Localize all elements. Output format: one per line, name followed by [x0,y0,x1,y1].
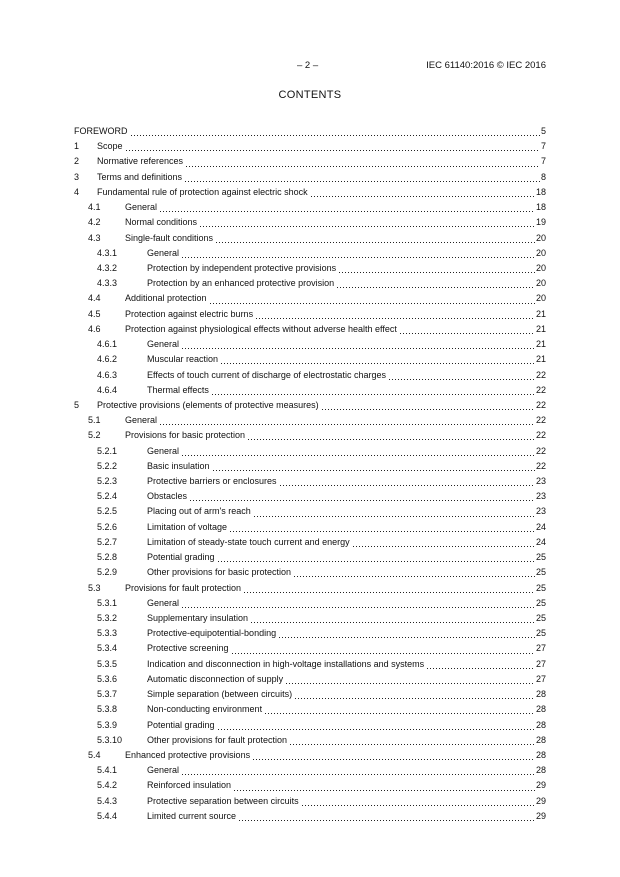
toc-entry-title: Additional protection [125,293,207,304]
toc-entry-page: 28 [535,749,546,760]
toc-entry-number: 4.1 [88,202,101,213]
toc-entry-page: 20 [535,278,546,289]
toc-entry-page: 25 [535,597,546,608]
dot-leader [252,748,535,763]
dot-leader [217,718,535,733]
toc-entry-title: Protection against electric burns [125,308,254,319]
dot-leader [181,763,535,778]
toc-entry-title: General [125,202,158,213]
toc-entry-title: Single-fault conditions [125,232,214,243]
toc-entry-title: Limited current source [147,810,237,821]
dot-leader [181,596,535,611]
toc-entry-page: 24 [535,536,546,547]
toc-entry[interactable] [74,596,546,611]
dot-leader [181,444,535,459]
toc-entry[interactable] [74,794,546,809]
dot-leader [253,505,535,520]
dot-leader [294,687,535,702]
toc-entry-number: 5.3.2 [97,613,118,623]
toc-entry-page: 21 [535,354,546,365]
toc-entry-number: 5.3.9 [97,719,118,730]
toc-entry-number: 5.2.5 [97,506,118,517]
toc-entry[interactable] [74,200,546,215]
toc-entry-number: 4.2 [88,217,101,228]
toc-entry[interactable] [74,291,546,306]
toc-entry-number: 4.3.2 [97,262,118,273]
toc-entry-title: Muscular reaction [147,354,219,365]
toc-entry-page: 19 [535,217,546,228]
toc-entry-title: General [147,339,180,350]
toc-entry-page: 28 [535,719,546,730]
toc-entry-title: Automatic disconnection of supply [147,673,284,684]
toc-entry-number: 5.3.7 [97,689,118,700]
toc-entry[interactable] [74,489,546,504]
dot-leader [189,489,535,504]
toc-entry-title: Placing out of arm's reach [147,506,251,517]
toc-entry[interactable] [74,626,546,641]
toc-entry-page: 29 [535,780,546,791]
page-number: – 2 – [297,60,319,71]
dot-leader [293,565,535,580]
dot-leader [310,185,535,200]
toc-entry[interactable] [74,763,546,778]
toc-entry-page: 22 [535,369,546,380]
toc-entry-title: Non-conducting environment [147,704,263,715]
toc-entry-page: 27 [535,658,546,669]
toc-entry-title: Protective barriers or enclosures [147,476,277,487]
toc-entry-number: 5.2.9 [97,567,118,578]
toc-entry-title: Protective separation between circuits [147,795,299,806]
toc-entry-title: Obstacles [147,491,188,502]
toc-entry-title: Normative references [97,156,184,167]
toc-entry-number: 5.4.2 [97,780,118,791]
toc-entry-page: 28 [535,689,546,700]
toc-entry-title: Terms and definitions [97,171,183,182]
dot-leader [338,261,535,276]
dot-leader [217,550,535,565]
toc-entry-title: Protection against physiological effects without adverse health effect [125,323,397,334]
toc-entry[interactable] [74,398,546,413]
toc-entry-page: 25 [535,613,546,623]
toc-entry-title: Protection by independent protective provisions [147,262,337,273]
toc-entry-title: Potential grading [147,552,215,563]
dot-leader [426,657,535,672]
dot-leader [185,155,540,170]
toc-entry[interactable] [74,611,546,626]
toc-entry-page: 18 [535,202,546,213]
toc-entry[interactable] [74,474,546,489]
toc-entry-page: 28 [535,765,546,776]
toc-entry-number: 5.2.8 [97,552,118,563]
toc-entry-page: 22 [535,384,546,395]
toc-entry-title: Fundamental rule of protection against electric shock [97,186,308,197]
toc-entry-title: Protective-equipotential-bonding [147,628,277,639]
toc-entry-page: 21 [535,323,546,334]
toc-entry-title: Enhanced protective provisions [125,749,251,760]
toc-entry[interactable] [74,657,546,672]
toc-entry-title: Protection by an enhanced protective provision [147,278,335,289]
toc-entry[interactable] [74,413,546,428]
toc-entry-title: General [147,445,180,456]
toc-entry-page: 27 [535,643,546,654]
toc-entry[interactable] [74,139,546,154]
dot-leader [233,779,535,794]
toc-entry[interactable] [74,185,546,200]
toc-entry-page: 20 [535,293,546,304]
toc-entry[interactable] [74,504,546,519]
dot-leader [125,139,540,154]
toc-entry[interactable] [74,550,546,565]
dot-leader [321,398,535,413]
toc-entry-number: 5.2.6 [97,521,118,532]
toc-entry-title: Potential grading [147,719,215,730]
toc-entry-page: 20 [535,232,546,243]
dot-leader [279,474,535,489]
document-reference: IEC 61140:2016 © IEC 2016 [426,60,546,71]
toc-entry-number: 5.1 [88,415,101,426]
toc-entry-number: 5.3.5 [97,658,118,669]
toc-entry-title: Limitation of steady-state touch current and energy [147,536,350,547]
toc-entry[interactable] [74,641,546,656]
toc-entry-page: 7 [540,156,546,167]
toc-entry-number: 4.6.4 [97,384,118,395]
toc-entry-number: 2 [74,156,80,167]
dot-leader [247,428,535,443]
toc-entry-title: General [125,415,158,426]
toc-entry-title: Indication and disconnection in high-voltage installations and systems [147,658,425,669]
dot-leader [264,702,535,717]
dot-leader [211,383,535,398]
toc-entry[interactable] [74,581,546,596]
toc-entry-title: Other provisions for fault protection [147,734,288,745]
toc-entry-number: 4 [74,186,80,197]
toc-entry-page: 25 [535,567,546,578]
toc-entry[interactable] [74,215,546,230]
toc-entry-title: Provisions for fault protection [125,582,242,593]
dot-leader [220,352,535,367]
toc-entry[interactable] [74,261,546,276]
toc-entry[interactable] [74,337,546,352]
toc-entry-page: 25 [535,582,546,593]
toc-entry[interactable] [74,672,546,687]
dot-leader [159,200,535,215]
toc-entry-number: 5.4.1 [97,765,118,776]
toc-entry-page: 28 [535,734,546,745]
toc-entry[interactable] [74,368,546,383]
toc-entry-number: 5.2.2 [97,460,118,471]
toc-entry-number: 5.3.6 [97,673,118,684]
dot-leader [212,459,535,474]
toc-entry-title: Scope [97,141,123,152]
toc-entry-title: Basic insulation [147,460,210,471]
dot-leader [278,626,535,641]
toc-entry-number: 5.3.4 [97,643,118,654]
toc-entry[interactable] [74,444,546,459]
toc-entry-title: Provisions for basic protection [125,430,246,441]
dot-leader [388,368,535,383]
toc-entry-title: Other provisions for basic protection [147,567,292,578]
toc-entry-number: 4.6.2 [97,354,118,365]
dot-leader [301,794,535,809]
dot-leader [130,124,540,139]
toc-entry[interactable] [74,307,546,322]
toc-entry-number: 4.3 [88,232,101,243]
toc-entry[interactable] [74,383,546,398]
dot-leader [229,520,535,535]
toc-entry-title: Reinforced insulation [147,780,232,791]
toc-entry[interactable] [74,809,546,824]
toc-entry-page: 8 [540,171,546,182]
toc-entry-number: 5.3.10 [97,734,123,745]
toc-entry-title: Normal conditions [125,217,198,228]
toc-entry-page: 27 [535,673,546,684]
toc-entry-page: 24 [535,521,546,532]
toc-entry-title: General [147,247,180,258]
toc-entry-number: 5.4 [88,749,101,760]
toc-entry-page: 7 [540,141,546,152]
toc-entry-page: 21 [535,308,546,319]
toc-entry-title: Supplementary insulation [147,613,249,623]
toc-entry[interactable] [74,246,546,261]
toc-entry-number: 5.4.4 [97,810,118,821]
dot-leader [336,276,535,291]
toc-entry-number: 5 [74,399,80,410]
toc-entry-page: 20 [535,262,546,273]
toc-entry-title: Limitation of voltage [147,521,228,532]
toc-entry-page: 29 [535,810,546,821]
toc-entry[interactable] [74,535,546,550]
toc-entry-page: 23 [535,476,546,487]
dot-leader [209,292,535,307]
toc-entry-page: 28 [535,704,546,715]
toc-entry-number: 4.4 [88,293,101,304]
dot-leader [289,733,535,748]
toc-entry-page: 22 [535,399,546,410]
toc-entry[interactable] [74,733,546,748]
toc-entry-title: Protective provisions (elements of protective measures) [97,399,319,410]
dot-leader [184,170,540,185]
toc-entry-number: 5.3.1 [97,597,118,608]
toc-entry-page: 20 [535,247,546,258]
dot-leader [215,231,535,246]
toc-entry-number: 5.3.8 [97,704,118,715]
toc-entry-title: Thermal effects [147,384,209,395]
dot-leader [243,581,535,596]
toc-entry[interactable] [74,322,546,337]
dot-leader [181,246,535,261]
toc-entry-number: 5.2 [88,430,101,441]
dot-leader [199,215,535,230]
toc-entry[interactable] [74,428,546,443]
toc-entry-page: 22 [535,445,546,456]
toc-entry[interactable] [74,154,546,169]
toc-entry-number: 5.3.3 [97,628,118,639]
toc-entry[interactable] [74,124,546,139]
toc-entry-number: 5.2.3 [97,476,118,487]
toc-entry-number: 3 [74,171,80,182]
toc-entry-number: 5.2.1 [97,445,118,456]
toc-entry-number: 4.3.1 [97,247,118,258]
toc-entry-page: 21 [535,339,546,350]
toc-entry-title: Effects of touch current of discharge of electrostatic charges [147,369,386,380]
toc-entry[interactable] [74,352,546,367]
toc-entry[interactable] [74,459,546,474]
toc-entry-number: 5.4.3 [97,795,118,806]
toc-entry-title: FOREWORD [74,126,128,136]
dot-leader [399,322,535,337]
toc-entry-number: 4.6 [88,323,101,334]
dot-leader [159,413,535,428]
toc-entry-page: 5 [540,126,546,136]
toc-entry[interactable] [74,778,546,793]
toc-entry-number: 5.2.4 [97,491,118,502]
dot-leader [238,809,535,824]
toc-entry-page: 23 [535,491,546,502]
toc-entry-number: 5.2.7 [97,536,118,547]
toc-entry[interactable] [74,687,546,702]
toc-entry[interactable] [74,748,546,763]
toc-entry-page: 22 [535,430,546,441]
toc-entry-number: 1 [74,141,80,152]
dot-leader [250,611,535,626]
toc-entry-page: 22 [535,415,546,426]
dot-leader [285,672,535,687]
toc-entry-number: 4.6.1 [97,339,118,350]
page-header [0,60,620,74]
toc-entry-title: Protective screening [147,643,229,654]
dot-leader [255,307,535,322]
toc-entry[interactable] [74,276,546,291]
toc-entry[interactable] [74,170,546,185]
toc-entry[interactable] [74,520,546,535]
dot-leader [352,535,535,550]
toc-entry-title: General [147,597,180,608]
toc-entry[interactable] [74,702,546,717]
toc-entry-page: 22 [535,460,546,471]
toc-entry-page: 29 [535,795,546,806]
toc-entry-number: 4.6.3 [97,369,118,380]
toc-entry-page: 18 [535,186,546,197]
toc-entry[interactable] [74,718,546,733]
toc-entry-title: General [147,765,180,776]
page-title: CONTENTS [278,89,342,101]
dot-leader [181,337,535,352]
toc-entry-page: 25 [535,552,546,563]
toc-entry-number: 4.3.3 [97,278,118,289]
toc-entry-number: 5.3 [88,582,101,593]
toc-entry[interactable] [74,565,546,580]
toc-entry-title: Simple separation (between circuits) [147,689,293,700]
toc-entry-number: 4.5 [88,308,101,319]
dot-leader [231,642,535,657]
toc-entry-page: 25 [535,628,546,639]
toc-entry[interactable] [74,231,546,246]
toc-entry-page: 23 [535,506,546,517]
table-of-contents [74,124,546,824]
